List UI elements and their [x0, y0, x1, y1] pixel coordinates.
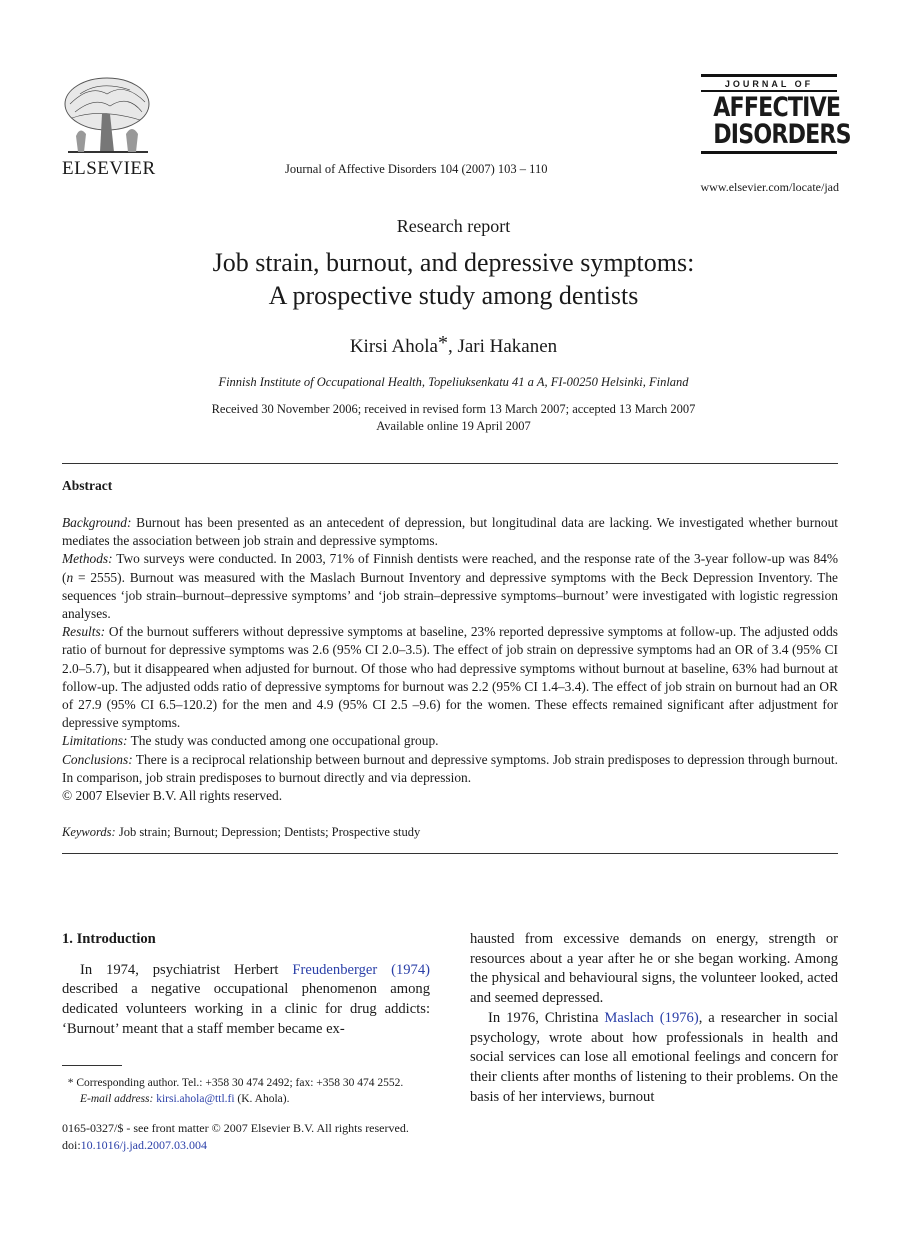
doi-link[interactable]: 10.1016/j.jad.2007.03.004: [80, 1138, 207, 1152]
citation-freudenberger[interactable]: Freudenberger (1974): [292, 961, 430, 978]
author-separator: ,: [447, 336, 458, 357]
section-heading: 1. Introduction: [62, 931, 156, 947]
intro-paragraph-2: In 1976, Christina Maslach (1976), a researcher in social psychology, wrote about how professionals in health and social services can lose all emotional feelings and concern for their clients after months of listening to their problems. On the basis of her interviews, burnout: [470, 1009, 838, 1105]
email-line: E-mail address: kirsi.ahola@ttl.fi (K. Ahola).: [80, 1093, 290, 1105]
journal-logo-line1: AFFECTIVE: [713, 91, 841, 123]
intro-paragraph-1-cont: hausted from excessive demands on energy, strength or resources about a year after he or she began working. Among the physical and behavioural signs, the volunteer looked, acted and seemed depressed.: [470, 931, 838, 1007]
title-line-1: Job strain, burnout, and depressive symptoms:: [212, 248, 695, 277]
abstract-limitations: Limitations: The study was conducted among one occupational group.: [62, 733, 439, 749]
issn-line: 0165-0327/$ - see front matter © 2007 Elsevier B.V. All rights reserved.: [62, 1121, 409, 1135]
publisher-name: ELSEVIER: [62, 158, 156, 179]
available-online: Available online 19 April 2007: [376, 419, 531, 433]
front-matter: [62, 1120, 409, 1154]
citation-maslach[interactable]: Maslach (1976): [604, 1009, 699, 1026]
corresponding-mark[interactable]: *: [437, 332, 448, 354]
corresponding-author: * Corresponding author. Tel.: +358 30 474 2492; fax: +358 30 474 2552.: [67, 1077, 404, 1089]
article-dates: [0, 401, 907, 435]
footnote: [62, 1075, 442, 1107]
received-dates: Received 30 November 2006; received in revised form 13 March 2007; accepted 13 March 2007: [211, 402, 696, 416]
divider-top: [62, 463, 838, 464]
author-list: [0, 332, 907, 358]
article-title: [0, 246, 907, 312]
abstract-copyright: © 2007 Elsevier B.V. All rights reserved.: [62, 788, 283, 804]
email-link[interactable]: kirsi.ahola@ttl.fi: [156, 1093, 235, 1105]
journal-logo-line2: DISORDERS: [713, 118, 851, 150]
article-type: Research report: [396, 216, 511, 236]
footnote-rule: [62, 1065, 122, 1066]
body-column-right: [470, 930, 838, 1107]
title-line-2: A prospective study among dentists: [268, 281, 639, 310]
affiliation: Finnish Institute of Occupational Health, Topeliuksenkatu 41 a A, FI-00250 Helsinki, Finland: [218, 375, 689, 389]
journal-url[interactable]: www.elsevier.com/locate/jad: [700, 180, 839, 194]
journal-logo: [701, 74, 851, 156]
divider-bottom: [62, 853, 838, 854]
journal-citation: Journal of Affective Disorders 104 (2007) 103 – 110: [285, 162, 548, 176]
abstract-conclusions: Conclusions: There is a reciprocal relationship between burnout and depressive symptoms. Job strain predisposes to depression through burnout. In comparison, job strain predisposes to burnout directly and via depression.: [62, 751, 838, 785]
author-ahola[interactable]: Kirsi Ahola: [349, 336, 438, 357]
abstract-results: Results: Of the burnout sufferers without depressive symptoms at baseline, 23% reported depressive symptoms at follow-up. The adjusted odds ratio of burnout for depressive symptoms was 2.6 (95% CI 2.0–3.5). The effect of job strain on depressive symptoms had an OR of 3.4 (95% CI 2.0–5.7), but it disappeared when adjusted for burnout. Of those who had depressive symptoms without burnout at baseline, 63% had burnout at follow-up. The adjusted odds ratio of depressive symptoms for burnout was 2.2 (95% CI 1.4–3.4). The effect of job strain on burnout had an OR of 27.9 (95% CI 6.5–120.2) for the men and 4.9 (95% CI 2.5 –9.6) for the women. These effects remained significant after adjustment for depressive symptoms.: [62, 624, 838, 731]
doi-line: doi:10.1016/j.jad.2007.03.004: [62, 1138, 207, 1152]
intro-paragraph-1: In 1974, psychiatrist Herbert Freudenberger (1974) described a negative occupational phenomenon among dedicated volunteers working in a clinic for drug addicts: ‘Burnout’ meant that a staff member became ex-: [62, 961, 430, 1037]
abstract-body: [62, 514, 838, 805]
author-hakanen[interactable]: Jari Hakanen: [457, 336, 558, 357]
body-column-left: [62, 930, 430, 1040]
abstract-background: Background: Burnout has been presented as an antecedent of depression, but longitudinal data are lacking. We investigated whether burnout mediates the association between job strain and depressive symptoms.: [62, 515, 838, 549]
abstract-methods: Methods: Two surveys were conducted. In 2003, 71% of Finnish dentists were reached, and the response rate of the 3-year follow-up was 84% (n = 2555). Burnout was measured with the Maslach Burnout Inventory and depressive symptoms with the Beck Depression Inventory. The sequences ‘job strain–burnout–depressive symptoms’ and ‘job strain–depressive symptoms–burnout’ were investigated with logistic regression analyses.: [62, 551, 838, 622]
journal-logo-small: JOURNAL OF: [724, 79, 814, 89]
abstract-heading: Abstract: [62, 478, 113, 493]
keywords: Keywords: Job strain; Burnout; Depression; Dentists; Prospective study: [62, 825, 421, 839]
